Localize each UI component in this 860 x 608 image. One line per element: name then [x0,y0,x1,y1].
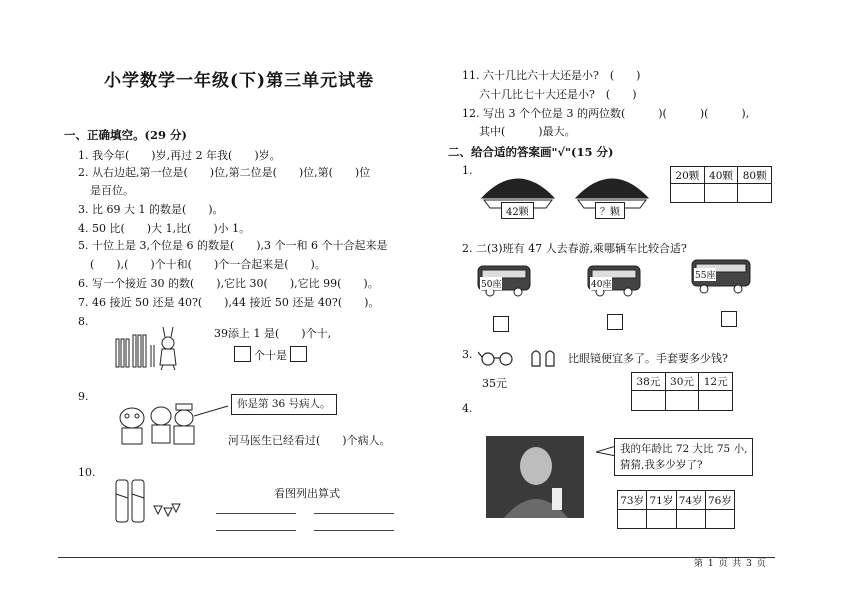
option-cell: 74岁 [676,491,705,510]
option-cell: 76岁 [705,491,734,510]
bus-seat-label: 50座 [480,277,502,290]
answer-box[interactable] [234,346,251,362]
option-cell: 80颗 [738,167,772,184]
q4-options-table [617,490,735,529]
checkbox[interactable] [607,314,623,330]
glasses-and-gloves-icon [478,346,568,370]
answer-box[interactable] [290,346,307,362]
page-title: 小学数学一年级(下)第三单元试卷 [104,71,375,91]
answer-line [314,530,394,531]
option-cell: 30元 [665,373,699,391]
question-6: 6. 写一个接近 30 的数( ),它比 30( ),它比 99( )。 [78,277,379,290]
question-8-text-1: 39添上 1 是( )个十, [214,327,332,340]
s2-question-2: 2. 二(3)班有 47 人去春游,乘哪辆车比较合适? [462,242,687,255]
old-man-photo [486,436,584,518]
bubble-line-2: 猜猜,我多少岁了? [620,459,703,471]
s2-question-3-text: 比眼镜便宜多了。手套要多少钱? [568,352,728,365]
option-cell: 73岁 [618,491,647,510]
question-8-text-2: 个十是 [254,349,287,362]
speech-bubble [614,438,753,476]
question-8-number: 8. [78,315,89,328]
answer-cell[interactable] [665,391,699,411]
option-cell: 40颗 [704,167,738,184]
s2-question-3-number: 3. [462,348,473,361]
question-11-line-2: 六十几比七十大还是小? ( ) [479,88,637,101]
question-1: 1. 我今年( )岁,再过 2 年我( )岁。 [78,149,281,162]
question-5-line-1: 5. 十位上是 3,个位是 6 的数是( ),3 个一和 6 个十合起来是 [78,239,388,252]
speech-bubble: 你是第 36 号病人。 [231,394,337,415]
question-5-line-2: ( ),( )个十和( )个一合起来是( )。 [90,258,326,271]
question-9-text: 河马医生已经看过( )个病人。 [228,434,391,447]
answer-cell[interactable] [704,184,738,203]
glasses-price: 35元 [482,377,507,390]
bubble-pointer [596,444,616,458]
tubes-and-shuttlecocks-illustration [112,476,184,526]
answer-cell[interactable] [632,391,666,411]
section-1-heading: 一、正确填空。(29 分) [64,128,187,142]
checkbox[interactable] [493,316,509,332]
answer-cell[interactable] [647,510,676,529]
answer-cell[interactable] [699,391,733,411]
s2-question-4-number: 4. [462,402,473,415]
answer-cell[interactable] [618,510,647,529]
candy-label-b: ？颗 [595,202,625,219]
s2-question-1-number: 1. [462,164,473,177]
question-7: 7. 46 接近 50 还是 40?( ),44 接近 50 还是 40?( )。 [78,296,380,309]
bubble-line-1: 我的年龄比 72 大比 75 小, [620,443,748,455]
option-cell: 38元 [632,373,666,391]
option-cell: 20颗 [671,167,705,184]
question-3: 3. 比 69 大 1 的数是( )。 [78,203,224,216]
candy-label-a: 42颗 [501,202,534,219]
counting-sticks-rabbit-illustration [108,325,188,371]
answer-cell[interactable] [676,510,705,529]
answer-line [314,513,394,514]
bus-seat-label: 40座 [590,277,612,290]
question-10-number: 10. [78,466,96,479]
answer-cell[interactable] [705,510,734,529]
answer-line [216,513,296,514]
question-11-line-1: 11. 六十几比六十大还是小? ( ) [462,69,641,82]
answer-cell[interactable] [671,184,705,203]
option-cell: 12元 [699,373,733,391]
question-12-line-1: 12. 写出 3 个个位是 3 的两位数( )( )( ), [462,107,750,120]
question-10-text: 看图列出算式 [274,487,340,500]
section-2-heading: 二、给合适的答案画"√"(15 分) [448,145,614,159]
bus-seat-label: 55座 [694,268,716,281]
hippo-doctor-illustration [116,396,234,452]
page-number: 第 1 页 共 3 页 [694,559,767,569]
answer-cell[interactable] [738,184,772,203]
answer-line [216,530,296,531]
q3-options-table [631,372,733,411]
question-12-line-2: 其中( )最大。 [479,125,576,138]
question-2-line-1: 2. 从右边起,第一位是( )位,第二位是( )位,第( )位 [78,166,371,179]
question-2-line-2: 是百位。 [90,184,134,197]
checkbox[interactable] [721,311,737,327]
option-cell: 71岁 [647,491,676,510]
question-9-number: 9. [78,390,89,403]
question-4: 4. 50 比( )大 1,比( )小 1。 [78,222,251,235]
footer-rule [58,557,775,558]
q1-options-table [670,166,772,203]
